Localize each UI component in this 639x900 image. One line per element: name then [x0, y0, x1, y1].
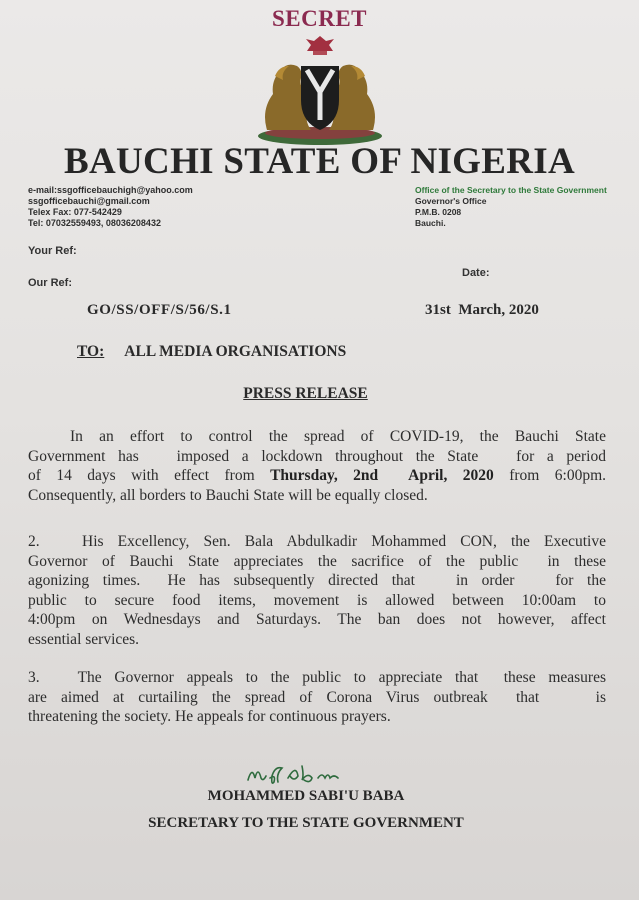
lockdown-start-date: Thursday, 2nd April, 2020: [270, 467, 494, 485]
office-address-block: [415, 185, 607, 229]
nigeria-coat-of-arms-icon: [245, 30, 395, 148]
reference-number: GO/SS/OFF/S/56/S.1: [87, 302, 232, 318]
office-governors-office: Governor's Office: [415, 196, 487, 206]
paragraph-1-line-1: In an effort to control the spread of COVID-19, the Bauchi State: [70, 428, 606, 445]
contact-email-yahoo: e-mail:ssgofficebauchigh@yahoo.com: [28, 185, 193, 195]
paragraph-3-line-2: are aimed at curtailing the spread of Corona Virus outbreak that is: [28, 688, 606, 706]
office-title: Office of the Secretary to the State Government: [415, 185, 607, 195]
paragraph-2-line-1: 2. His Excellency, Sen. Bala Abdulkadir Mohammed CON, the Executive: [28, 533, 606, 550]
contact-telex-fax: Telex Fax: 077-542429: [28, 207, 122, 217]
paragraph-1-line-2: Government has imposed a lockdown throughout the State for a period: [28, 447, 606, 465]
contact-email-gmail: ssgofficebauchi@gmail.com: [28, 196, 150, 206]
addressee-recipient: ALL MEDIA ORGANISATIONS: [124, 343, 347, 360]
contact-block: [28, 185, 193, 229]
paragraph-1-line-4: Consequently, all borders to Bauchi State will be equally closed.: [28, 486, 428, 504]
paragraph-1: [28, 427, 606, 505]
classification-stamp: SECRET: [271, 6, 368, 31]
your-ref-label: Your Ref:: [28, 245, 77, 257]
office-pmb: P.M.B. 0208: [415, 207, 462, 217]
letter-date: 31st March, 2020: [425, 302, 539, 318]
paragraph-2-line-4: public to secure food items, movement is allowed between 10:00am to: [28, 591, 606, 609]
paragraph-3-line-3: threatening the society. He appeals for continuous prayers.: [28, 708, 391, 726]
to-label: TO:: [77, 343, 105, 360]
signatory-title: SECRETARY TO THE STATE GOVERNMENT: [148, 815, 464, 831]
contact-telephone: Tel: 07032559493, 08036208432: [28, 218, 161, 228]
paragraph-3: [28, 668, 606, 727]
paragraph-2-line-2: Governor of Bauchi State appreciates the sacrifice of the public in these: [28, 552, 606, 570]
our-ref-label: Our Ref:: [28, 277, 72, 289]
paragraph-2-line-3: agonizing times. He has subsequently directed that in order for the: [28, 572, 606, 590]
paragraph-2-line-5: 4:00pm on Wednesdays and Saturdays. The ban does not however, affect: [28, 611, 606, 629]
document-heading: PRESS RELEASE: [243, 385, 368, 402]
paragraph-2-line-6: essential services.: [28, 630, 140, 648]
signatory-name: MOHAMMED SABI'U BABA: [207, 788, 405, 804]
paragraph-1-line-3-start: of 14 days with effect from: [28, 467, 271, 485]
addressee-line: [77, 343, 346, 361]
handwritten-signature-icon: [240, 758, 370, 788]
paragraph-3-line-1: 3. The Governor appeals to the public to appreciate that these measures: [28, 669, 606, 686]
letterhead-title: BAUCHI STATE OF NIGERIA: [64, 141, 575, 182]
paragraph-1-line-3-end: from 6:00pm.: [493, 467, 606, 485]
paragraph-2: [28, 532, 606, 650]
date-label: Date:: [462, 267, 490, 279]
paragraph-1-line-3: [28, 466, 606, 486]
office-city: Bauchi.: [415, 218, 446, 228]
